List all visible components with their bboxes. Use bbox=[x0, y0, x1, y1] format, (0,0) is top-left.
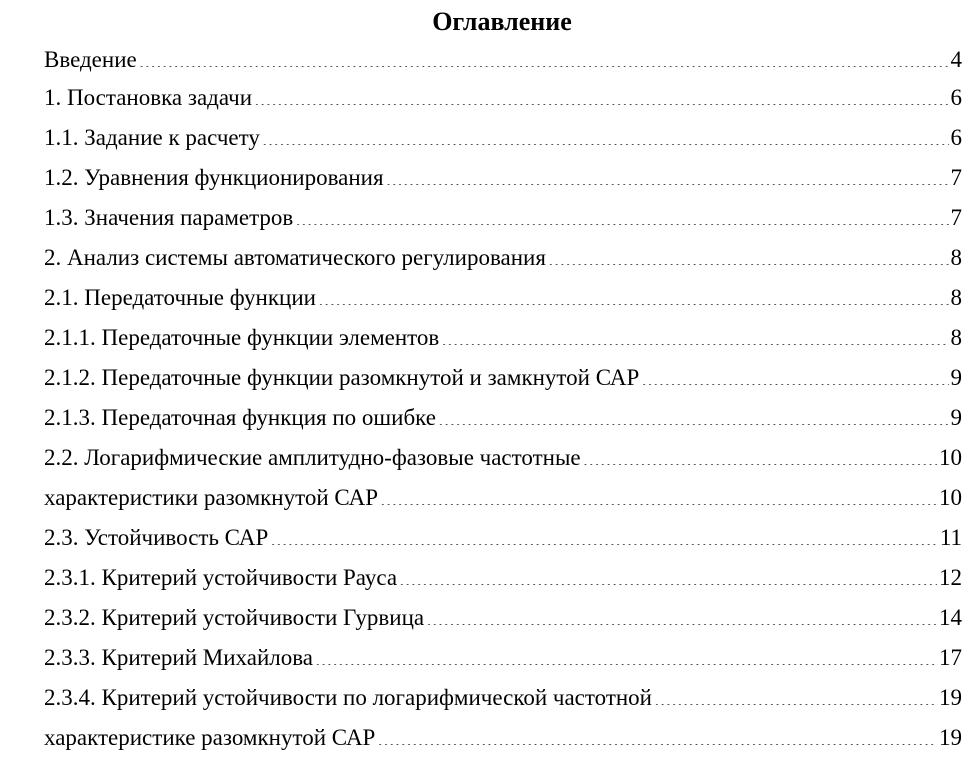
toc-page-number: 8 bbox=[950, 245, 962, 270]
toc-dot-leader bbox=[426, 624, 937, 625]
toc-page-number: 7 bbox=[950, 205, 962, 230]
toc-entry-text: 2.3.2. Критерий устойчивости Гурвица bbox=[44, 605, 425, 630]
toc-page-number: 17 bbox=[939, 645, 962, 670]
toc-entry-text: характеристики разомкнутой САР bbox=[44, 485, 379, 510]
toc-page-number: 8 bbox=[950, 285, 962, 310]
toc-entry-text: 2.3. Устойчивость САР bbox=[44, 525, 269, 550]
toc-entry-text: 2.1.1. Передаточные функции элементов bbox=[44, 325, 440, 350]
toc-page-number: 8 bbox=[950, 325, 962, 350]
toc-page-number: 6 bbox=[950, 85, 962, 110]
toc-list bbox=[44, 42, 962, 758]
toc-entry[interactable] bbox=[44, 398, 962, 438]
toc-entry-text: 2.3.3. Критерий Михайлова bbox=[44, 645, 313, 670]
toc-page-number: 9 bbox=[950, 365, 962, 390]
toc-entry[interactable] bbox=[44, 238, 962, 278]
toc-entry[interactable] bbox=[44, 42, 962, 78]
toc-page-number: 19 bbox=[939, 685, 962, 710]
toc-entry-text: 2.1.3. Передаточная функция по ошибке bbox=[44, 405, 436, 430]
toc-dot-leader bbox=[399, 584, 937, 585]
toc-entry-text: 2.3.1. Критерий устойчивости Рауса bbox=[44, 565, 398, 590]
toc-entry[interactable] bbox=[44, 358, 962, 398]
toc-dot-leader bbox=[380, 504, 937, 505]
toc-dot-leader bbox=[270, 544, 938, 545]
toc-page-number: 11 bbox=[939, 525, 962, 550]
toc-dot-leader bbox=[377, 744, 937, 745]
toc-title: Оглавление bbox=[432, 7, 572, 36]
toc-entry[interactable] bbox=[44, 158, 962, 198]
toc-entry-text: Введение bbox=[44, 47, 137, 72]
toc-entry[interactable] bbox=[44, 438, 962, 478]
toc-dot-leader bbox=[548, 264, 949, 265]
toc-page-number: 19 bbox=[939, 725, 962, 750]
toc-entry[interactable] bbox=[44, 478, 962, 518]
toc-dot-leader bbox=[295, 224, 948, 225]
toc-entry-text: 2.3.4. Критерий устойчивости по логарифмической частотной bbox=[44, 685, 652, 710]
toc-dot-leader bbox=[641, 384, 948, 385]
toc-entry[interactable] bbox=[44, 638, 962, 678]
toc-entry-text: 2. Анализ системы автоматического регулирования bbox=[44, 245, 546, 270]
toc-dot-leader bbox=[386, 184, 949, 185]
toc-entry[interactable] bbox=[44, 718, 962, 758]
toc-page-number: 10 bbox=[939, 485, 962, 510]
toc-dot-leader bbox=[441, 344, 948, 345]
toc-page-number: 6 bbox=[950, 125, 962, 150]
toc-entry[interactable] bbox=[44, 78, 962, 118]
toc-dot-leader bbox=[254, 104, 948, 105]
toc-page-number: 7 bbox=[950, 165, 962, 190]
toc-entry[interactable] bbox=[44, 558, 962, 598]
toc-entry[interactable] bbox=[44, 198, 962, 238]
toc-entry-text: характеристике разомкнутой САР bbox=[44, 725, 376, 750]
toc-entry[interactable] bbox=[44, 678, 962, 718]
toc-page-number: 10 bbox=[939, 445, 962, 470]
toc-dot-leader bbox=[438, 424, 949, 425]
toc-entry-text: 1.2. Уравнения функционирования bbox=[44, 165, 384, 190]
toc-entry[interactable] bbox=[44, 278, 962, 318]
toc-entry[interactable] bbox=[44, 318, 962, 358]
toc-entry-text: 1. Постановка задачи bbox=[44, 85, 253, 110]
toc-entry[interactable] bbox=[44, 598, 962, 638]
toc-entry-text: 1.3. Значения параметров bbox=[44, 205, 294, 230]
toc-dot-leader bbox=[318, 304, 949, 305]
toc-entry[interactable] bbox=[44, 518, 962, 558]
toc-entry-text: 2.2. Логарифмические амплитудно-фазовые частотные bbox=[44, 445, 581, 470]
toc-dot-leader bbox=[654, 704, 937, 705]
toc-entry[interactable] bbox=[44, 118, 962, 158]
toc-dot-leader bbox=[262, 144, 949, 145]
toc-entry-text: 2.1.2. Передаточные функции разомкнутой и замкнутой САР bbox=[44, 365, 640, 390]
toc-page-number: 14 bbox=[939, 605, 962, 630]
toc-page-number: 12 bbox=[939, 565, 962, 590]
toc-dot-leader bbox=[139, 66, 949, 67]
toc-entry-text: 2.1. Передаточные функции bbox=[44, 285, 316, 310]
toc-page-number: 9 bbox=[950, 405, 962, 430]
toc-entry-text: 1.1. Задание к расчету bbox=[44, 125, 260, 150]
toc-dot-leader bbox=[583, 464, 937, 465]
toc-page-number: 4 bbox=[950, 47, 962, 72]
toc-dot-leader bbox=[315, 664, 937, 665]
